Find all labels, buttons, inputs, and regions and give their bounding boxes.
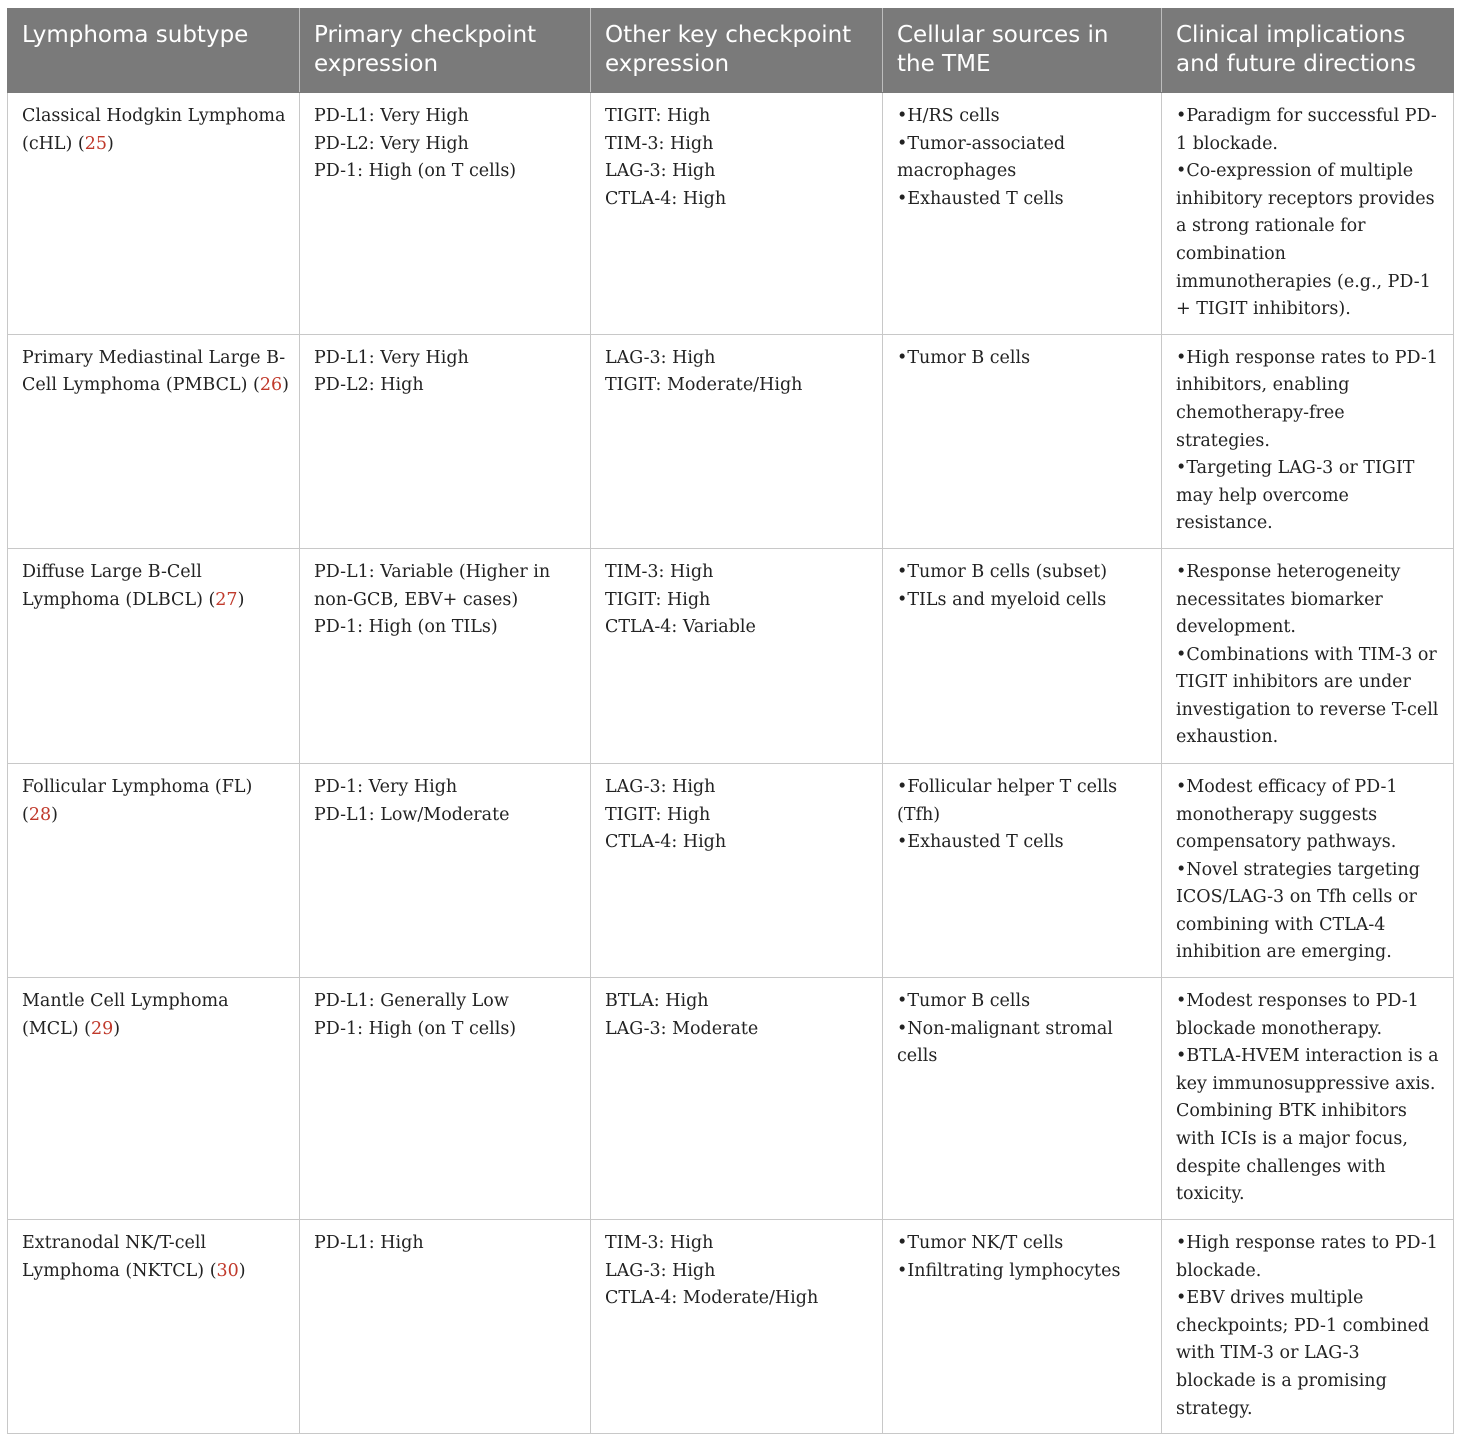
header-lymphoma-subtype: Lymphoma subtype xyxy=(8,9,300,93)
checkpoint-entry: PD-1: High (on T cells) xyxy=(314,1018,517,1039)
cellular-sources-cell xyxy=(883,1220,1162,1434)
primary-checkpoint-cell xyxy=(300,763,591,977)
checkpoint-entry: PD-L1: Variable (Higher in non-GCB, EBV+ cases) xyxy=(314,561,551,610)
subtype-name: Classical Hodgkin Lymphoma (cHL) xyxy=(22,106,286,154)
bullet-item: • Tumor B cells xyxy=(897,988,1151,1016)
subtype-name: Diffuse Large B-Cell Lymphoma (DLBCL) xyxy=(22,561,203,610)
bullet-item: • Non-malignant stromal cells xyxy=(897,1016,1151,1071)
header-primary-checkpoint: Primary checkpoint expression xyxy=(300,9,591,93)
subtype-name: Follicular Lymphoma (FL) xyxy=(22,776,253,797)
cellular-sources-cell xyxy=(883,334,1162,548)
bullet-item: • Co-expression of multiple inhibitory receptors provides a strong rationale for combination immunotherapies (e.g., PD-1 + TIGIT inhibitors). xyxy=(1176,158,1443,324)
clinical-implications-cell xyxy=(1162,1220,1454,1434)
citation-link[interactable]: 28 xyxy=(28,804,52,825)
primary-checkpoint-cell xyxy=(300,548,591,763)
subtype-cell: Follicular Lymphoma (FL) (28) xyxy=(8,763,300,977)
table-row xyxy=(8,93,1454,335)
subtype-name: Mantle Cell Lymphoma (MCL) xyxy=(22,991,229,1039)
subtype-cell: Classical Hodgkin Lymphoma (cHL) (25) xyxy=(8,93,300,335)
bullet-item: • BTLA-HVEM interaction is a key immunosuppressive axis. Combining BTK inhibitors with ICIs is a major focus, despite challenges with toxicity. xyxy=(1176,1043,1443,1209)
checkpoint-entry: LAG-3: High xyxy=(605,1260,716,1281)
clinical-implications-cell xyxy=(1162,93,1454,335)
bullet-item: • Combinations with TIM-3 or TIGIT inhibitors are under investigation to reverse T-cell exhaustion. xyxy=(1176,642,1443,752)
bullet-item: • Tumor B cells xyxy=(897,345,1151,373)
bullet-item: • Tumor NK/T cells xyxy=(897,1230,1151,1258)
cellular-sources-cell xyxy=(883,763,1162,977)
checkpoint-entry: PD-L1: Very High xyxy=(314,347,469,368)
clinical-implications-cell xyxy=(1162,763,1454,977)
cellular-sources-cell xyxy=(883,548,1162,763)
checkpoint-entry: CTLA-4: High xyxy=(605,188,727,209)
citation-link[interactable]: 29 xyxy=(90,1018,114,1039)
checkpoint-entry: CTLA-4: Moderate/High xyxy=(605,1288,819,1309)
bullet-item: • EBV drives multiple checkpoints; PD-1 combined with TIM-3 or LAG-3 blockade is a promising strategy. xyxy=(1176,1285,1443,1423)
checkpoint-entry: PD-1: High (on T cells) xyxy=(314,161,517,182)
checkpoint-entry: LAG-3: High xyxy=(605,347,716,368)
other-checkpoint-cell xyxy=(591,93,883,335)
bullet-item: • Targeting LAG-3 or TIGIT may help overcome resistance. xyxy=(1176,455,1443,538)
checkpoint-entry: TIM-3: High xyxy=(605,133,714,154)
table-row xyxy=(8,978,1454,1220)
header-other-checkpoint: Other key checkpoint expression xyxy=(591,9,883,93)
checkpoint-entry: TIGIT: High xyxy=(605,589,711,610)
table-row xyxy=(8,334,1454,548)
primary-checkpoint-cell xyxy=(300,334,591,548)
checkpoint-entry: PD-1: High (on TILs) xyxy=(314,617,498,638)
primary-checkpoint-cell xyxy=(300,93,591,335)
checkpoint-entry: PD-1: Very High xyxy=(314,776,458,797)
subtype-name: Primary Mediastinal Large B-Cell Lymphoma (PMBCL) xyxy=(22,347,286,396)
table-body xyxy=(8,93,1454,1434)
bullet-item: • High response rates to PD-1 blockade. xyxy=(1176,1230,1443,1285)
bullet-item: • Paradigm for successful PD-1 blockade. xyxy=(1176,103,1443,158)
checkpoint-entry: PD-L1: Generally Low xyxy=(314,991,509,1012)
bullet-item: • Response heterogeneity necessitates biomarker development. xyxy=(1176,559,1443,642)
header-clinical-implications: Clinical implications and future directions xyxy=(1162,9,1454,93)
bullet-item: • Tumor-associated macrophages xyxy=(897,131,1151,186)
checkpoint-entry: TIGIT: Moderate/High xyxy=(605,375,803,396)
other-checkpoint-cell xyxy=(591,1220,883,1434)
bullet-item: • Tumor B cells (subset) xyxy=(897,559,1151,587)
checkpoint-entry: PD-L1: Very High xyxy=(314,106,469,126)
checkpoint-entry: CTLA-4: Variable xyxy=(605,617,756,638)
citation-link[interactable]: 30 xyxy=(216,1260,239,1281)
checkpoint-entry: PD-L2: High xyxy=(314,375,424,396)
clinical-implications-cell xyxy=(1162,548,1454,763)
other-checkpoint-cell xyxy=(591,763,883,977)
checkpoint-entry: TIM-3: High xyxy=(605,561,714,582)
bullet-item: • Exhausted T cells xyxy=(897,186,1151,214)
table-row xyxy=(8,1220,1454,1434)
subtype-cell: Diffuse Large B-Cell Lymphoma (DLBCL) (27) xyxy=(8,548,300,763)
table-header xyxy=(8,9,1454,93)
checkpoint-entry: TIGIT: High xyxy=(605,106,711,126)
checkpoint-entry: PD-L1: High xyxy=(314,1233,424,1254)
bullet-item: • Modest responses to PD-1 blockade monotherapy. xyxy=(1176,988,1443,1043)
checkpoint-entry: LAG-3: High xyxy=(605,161,716,182)
table-row xyxy=(8,763,1454,977)
other-checkpoint-cell xyxy=(591,978,883,1220)
subtype-cell: Extranodal NK/T-cell Lymphoma (NKTCL) (30) xyxy=(8,1220,300,1434)
subtype-name: Extranodal NK/T-cell Lymphoma (NKTCL) xyxy=(22,1233,207,1281)
subtype-cell: Mantle Cell Lymphoma (MCL) (29) xyxy=(8,978,300,1220)
checkpoint-entry: CTLA-4: High xyxy=(605,832,727,853)
checkpoint-entry: TIM-3: High xyxy=(605,1233,714,1254)
bullet-item: • Exhausted T cells xyxy=(897,829,1151,857)
bullet-item: • Follicular helper T cells (Tfh) xyxy=(897,774,1151,829)
other-checkpoint-cell xyxy=(591,548,883,763)
checkpoint-entry: BTLA: High xyxy=(605,991,709,1012)
bullet-item: • Novel strategies targeting ICOS/LAG-3 on Tfh cells or combining with CTLA-4 inhibition are emerging. xyxy=(1176,857,1443,967)
cellular-sources-cell xyxy=(883,93,1162,335)
checkpoint-entry: PD-L1: Low/Moderate xyxy=(314,804,510,825)
header-cellular-sources: Cellular sources in the TME xyxy=(883,9,1162,93)
clinical-implications-cell xyxy=(1162,978,1454,1220)
bullet-item: • H/RS cells xyxy=(897,103,1151,131)
bullet-item: • Infiltrating lymphocytes xyxy=(897,1258,1151,1286)
checkpoint-entry: TIGIT: High xyxy=(605,804,711,825)
citation-link[interactable]: 25 xyxy=(84,133,108,154)
clinical-implications-cell xyxy=(1162,334,1454,548)
primary-checkpoint-cell xyxy=(300,978,591,1220)
cellular-sources-cell xyxy=(883,978,1162,1220)
other-checkpoint-cell xyxy=(591,334,883,548)
citation-link[interactable]: 26 xyxy=(259,375,283,396)
lymphoma-checkpoint-table xyxy=(7,8,1454,1434)
citation-link[interactable]: 27 xyxy=(215,589,238,610)
table-row xyxy=(8,548,1454,763)
bullet-item: • Modest efficacy of PD-1 monotherapy suggests compensatory pathways. xyxy=(1176,774,1443,857)
bullet-item: • High response rates to PD-1 inhibitors, enabling chemotherapy-free strategies. xyxy=(1176,345,1443,455)
checkpoint-entry: LAG-3: Moderate xyxy=(605,1018,759,1039)
bullet-item: • TILs and myeloid cells xyxy=(897,587,1151,615)
checkpoint-entry: PD-L2: Very High xyxy=(314,133,469,154)
primary-checkpoint-cell xyxy=(300,1220,591,1434)
checkpoint-entry: LAG-3: High xyxy=(605,776,716,797)
subtype-cell: Primary Mediastinal Large B-Cell Lymphoma (PMBCL) (26) xyxy=(8,334,300,548)
